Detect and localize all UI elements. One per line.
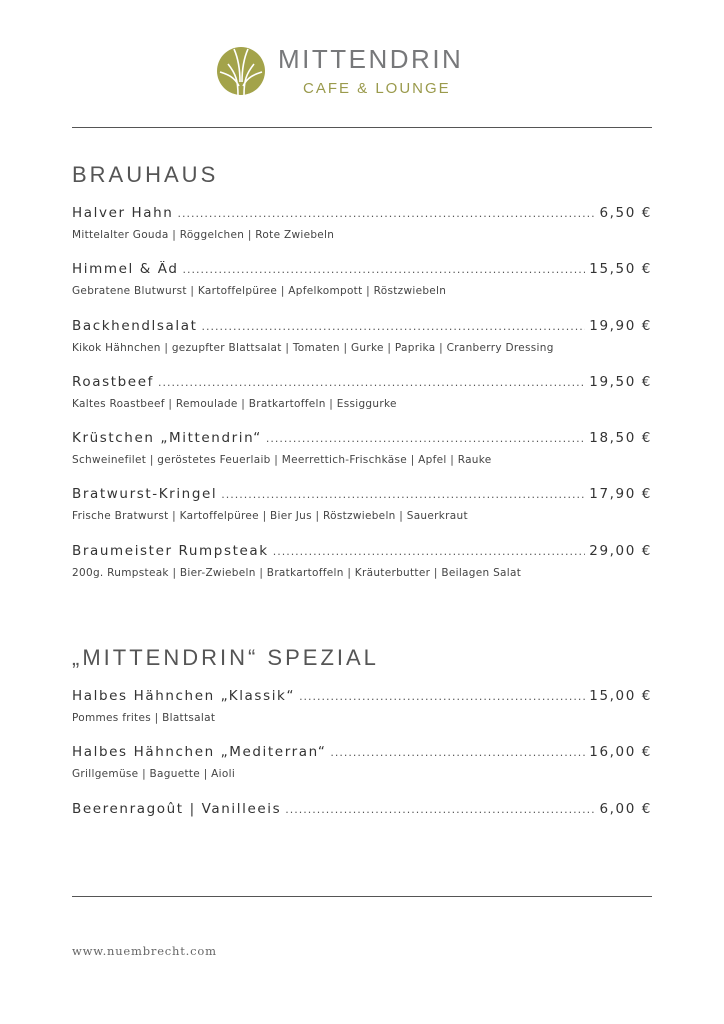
- menu-item: [72, 430, 652, 486]
- item-price: 29,00 €: [589, 542, 652, 559]
- divider-top: [72, 127, 652, 128]
- menu-item: [72, 744, 652, 800]
- item-description: Kikok Hähnchen | gezupfter Blattsalat | Tomaten | Gurke | Paprika | Cranberry Dressing: [72, 341, 554, 354]
- item-name: Backhendlsalat: [72, 317, 198, 334]
- section-title: „MITTENDRIN“ SPEZIAL: [72, 645, 379, 670]
- item-description: 200g. Rumpsteak | Bier-Zwiebeln | Bratkartoffeln | Kräuterbutter | Beilagen Salat: [72, 566, 522, 579]
- item-price: 17,90 €: [589, 486, 652, 503]
- dot-leader: [158, 376, 585, 389]
- section-title: BRAUHAUS: [72, 162, 219, 187]
- dot-leader: [183, 263, 586, 276]
- footer-url: www.nuembrecht.com: [72, 944, 217, 958]
- item-price: 18,50 €: [589, 430, 652, 447]
- dot-leader: [266, 432, 585, 445]
- menu-item: [72, 318, 652, 374]
- item-name: Himmel & Äd: [72, 261, 179, 278]
- item-description: Pommes frites | Blattsalat: [72, 712, 216, 724]
- item-name: Krüstchen „Mittendrin“: [72, 430, 262, 447]
- menu-item: [72, 374, 652, 430]
- divider-bottom: [72, 896, 652, 897]
- item-description: Gebratene Blutwurst | Kartoffelpüree | Apfelkompott | Röstzwiebeln: [72, 285, 447, 298]
- menu-item: [72, 486, 652, 542]
- item-price: 15,50 €: [589, 261, 652, 278]
- tree-logo-icon: [216, 46, 266, 96]
- dot-leader: [202, 320, 586, 333]
- dot-leader: [273, 545, 586, 558]
- item-price: 19,90 €: [589, 317, 652, 334]
- logo: [216, 46, 266, 96]
- item-description: Schweinefilet | geröstetes Feuerlaib | Meerrettich-Frischkäse | Apfel | Rauke: [72, 454, 492, 467]
- item-description: Kaltes Roastbeef | Remoulade | Bratkartoffeln | Essiggurke: [72, 397, 397, 410]
- dot-leader: [299, 690, 585, 703]
- dot-leader: [221, 488, 585, 501]
- menu-item: [72, 801, 652, 857]
- item-price: 19,50 €: [589, 373, 652, 390]
- menu-item: [72, 688, 652, 744]
- item-name: Bratwurst-Kringel: [72, 486, 218, 503]
- item-price: 6,50 €: [599, 205, 652, 221]
- item-price: 6,00 €: [599, 800, 652, 817]
- menu-item: [72, 205, 652, 261]
- dot-leader: [177, 207, 595, 220]
- item-name: Roastbeef: [72, 373, 154, 390]
- brand: [278, 44, 463, 97]
- section-spezial: [72, 645, 652, 857]
- item-description: Frische Bratwurst | Kartoffelpüree | Bier Jus | Röstzwiebeln | Sauerkraut: [72, 510, 468, 523]
- dot-leader: [285, 803, 595, 816]
- item-description: Mittelalter Gouda | Röggelchen | Rote Zwiebeln: [72, 229, 335, 241]
- item-name: Beerenragoût | Vanilleeis: [72, 800, 282, 817]
- item-description: Grillgemüse | Baguette | Aioli: [72, 768, 236, 781]
- menu-item: [72, 543, 652, 599]
- item-name: Halbes Hähnchen „Mediterran“: [72, 744, 327, 761]
- brand-subtitle: CAFE & LOUNGE: [303, 80, 451, 97]
- brand-name: MITTENDRIN: [278, 44, 464, 74]
- item-name: Halver Hahn: [72, 205, 174, 221]
- item-price: 16,00 €: [589, 744, 652, 761]
- menu-item: [72, 261, 652, 317]
- item-name: Braumeister Rumpsteak: [72, 542, 269, 559]
- item-price: 15,00 €: [589, 688, 652, 704]
- dot-leader: [330, 746, 585, 759]
- item-name: Halbes Hähnchen „Klassik“: [72, 688, 296, 704]
- section-brauhaus: [72, 162, 652, 599]
